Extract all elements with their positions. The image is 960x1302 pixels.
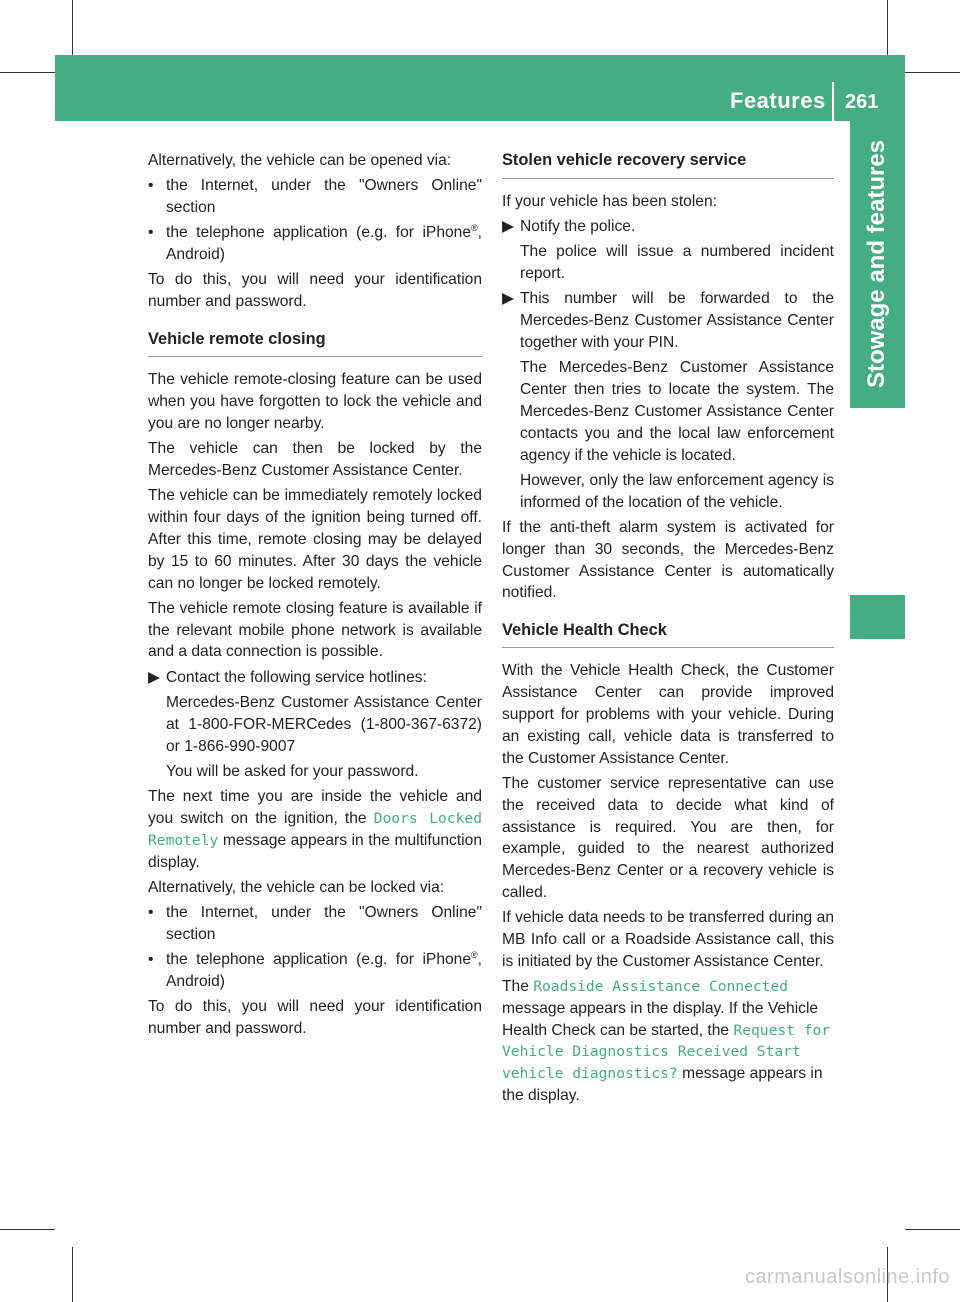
- display-message: Doors Locked Remotely: [148, 810, 482, 849]
- paragraph: Alternatively, the vehicle can be locked via:: [148, 878, 445, 896]
- hotline-text: Mercedes-Benz Customer Assistance Center at 1-800-FOR-MERCedes (1-800-367-6372) or 1-866-990-9007: [166, 694, 482, 755]
- paragraph: Alternatively, the vehicle can be opened via:: [148, 152, 452, 169]
- paragraph: You will be asked for your password.: [166, 762, 419, 780]
- bullet-marker: •: [148, 224, 154, 242]
- paragraph: The Mercedes-Benz Customer Assistance Center then tries to locate the system. The Mercedes-Benz Customer Assistance Center contacts you and the local law enforcement agency if the vehicle is located.: [520, 359, 834, 464]
- section-title: Features: [730, 88, 826, 113]
- crop-mark: [905, 72, 960, 73]
- step-item: ▶ Notify the police.: [502, 216, 834, 238]
- paragraph: The next time you are inside the vehicle and you switch on the ignition, the Doors Locked Remotely message appears in the multifunction display.: [148, 788, 482, 871]
- paragraph: The vehicle remote-closing feature can be used when you have forgotten to lock the vehicle and you are no longer nearby.: [148, 371, 482, 432]
- paragraph: The vehicle remote closing feature is available if the relevant mobile phone network is available and a data connection is possible.: [148, 599, 482, 661]
- display-message: Roadside Assistance Connected: [533, 978, 789, 996]
- display-message: Request for Vehicle Diagnostics Received Start vehicle diagnostics?: [502, 1021, 831, 1083]
- crop-mark: [905, 1229, 960, 1230]
- bullet-item: • the telephone application (e.g. for iPhone®, Android): [148, 223, 482, 264]
- paragraph: The vehicle can be immediately remotely locked within four days of the ignition being turned off. After this time, remote closing may be delayed by 15 to 60 minutes. After 30 days the vehicle can no longer be locked remotely.: [148, 487, 482, 592]
- page-number: 261: [845, 91, 879, 113]
- right-column: [502, 150, 834, 1110]
- step-arrow-icon: ▶: [148, 668, 160, 686]
- step-item: ▶ This number will be forwarded to the Mercedes-Benz Customer Assistance Center together with your PIN.: [502, 290, 834, 352]
- heading-vehicle-remote-closing: Vehicle remote closing: [148, 329, 482, 358]
- paragraph: To do this, you will need your identification number and password.: [148, 271, 482, 311]
- bullet-item: • the Internet, under the "Owners Online" section: [148, 904, 482, 943]
- bullet-item: • the Internet, under the "Owners Online" section: [148, 177, 482, 217]
- paragraph: The police will issue a numbered incident report.: [520, 243, 834, 283]
- paragraph: The Roadside Assistance Connected message appears in the display. If the Vehicle Health Check can be started, the Request for Vehicle Diagnostics Received Start vehicle diagnostics? message appears in the display.: [502, 978, 831, 1105]
- chapter-tab-label: Stowage and features: [863, 139, 890, 389]
- step-item: ▶ Contact the following service hotlines:: [148, 667, 482, 689]
- crop-mark: [0, 72, 55, 73]
- step-arrow-icon: ▶: [502, 290, 514, 308]
- left-column: [148, 150, 482, 1043]
- bullet-item: • the telephone application (e.g. for iPhone®, Android): [148, 950, 482, 991]
- heading-stolen-vehicle-recovery: Stolen vehicle recovery service: [502, 150, 834, 179]
- bullet-marker: •: [148, 177, 154, 195]
- step-arrow-icon: ▶: [502, 218, 514, 236]
- paragraph: The vehicle can then be locked by the Mercedes-Benz Customer Assistance Center.: [148, 440, 482, 480]
- paragraph: If vehicle data needs to be transferred during an MB Info call or a Roadside Assistance call, this is initiated by the Customer Assistance Center.: [502, 909, 834, 970]
- crop-mark: [72, 1247, 73, 1302]
- crop-mark: [0, 1229, 55, 1230]
- bullet-marker: •: [148, 951, 154, 969]
- paragraph: If your vehicle has been stolen:: [502, 192, 717, 210]
- paragraph: The customer service representative can use the received data to decide what kind of assistance is required. You are then, for example, guided to the nearest authorized Mercedes-Benz Center or a recovery vehicle is called.: [502, 774, 834, 901]
- watermark: carmanualsonline.info: [744, 1266, 950, 1288]
- crop-mark: [887, 0, 888, 55]
- bullet-marker: •: [148, 904, 154, 922]
- crop-mark: [72, 0, 73, 55]
- heading-vehicle-health-check: Vehicle Health Check: [502, 620, 834, 649]
- paragraph: If the anti-theft alarm system is activated for longer than 30 seconds, the Mercedes-Benz Customer Assistance Center is automatically notified.: [502, 518, 834, 602]
- paragraph: However, only the law enforcement agency is informed of the location of the vehicle.: [520, 471, 834, 511]
- chapter-marker-block: [850, 595, 905, 639]
- paragraph: With the Vehicle Health Check, the Customer Assistance Center can provide improved support for problems with your vehicle. During an existing call, vehicle data is transferred to the Customer Assistance Center.: [502, 662, 834, 767]
- header-divider: [832, 82, 834, 121]
- paragraph: To do this, you will need your identification number and password.: [148, 998, 482, 1038]
